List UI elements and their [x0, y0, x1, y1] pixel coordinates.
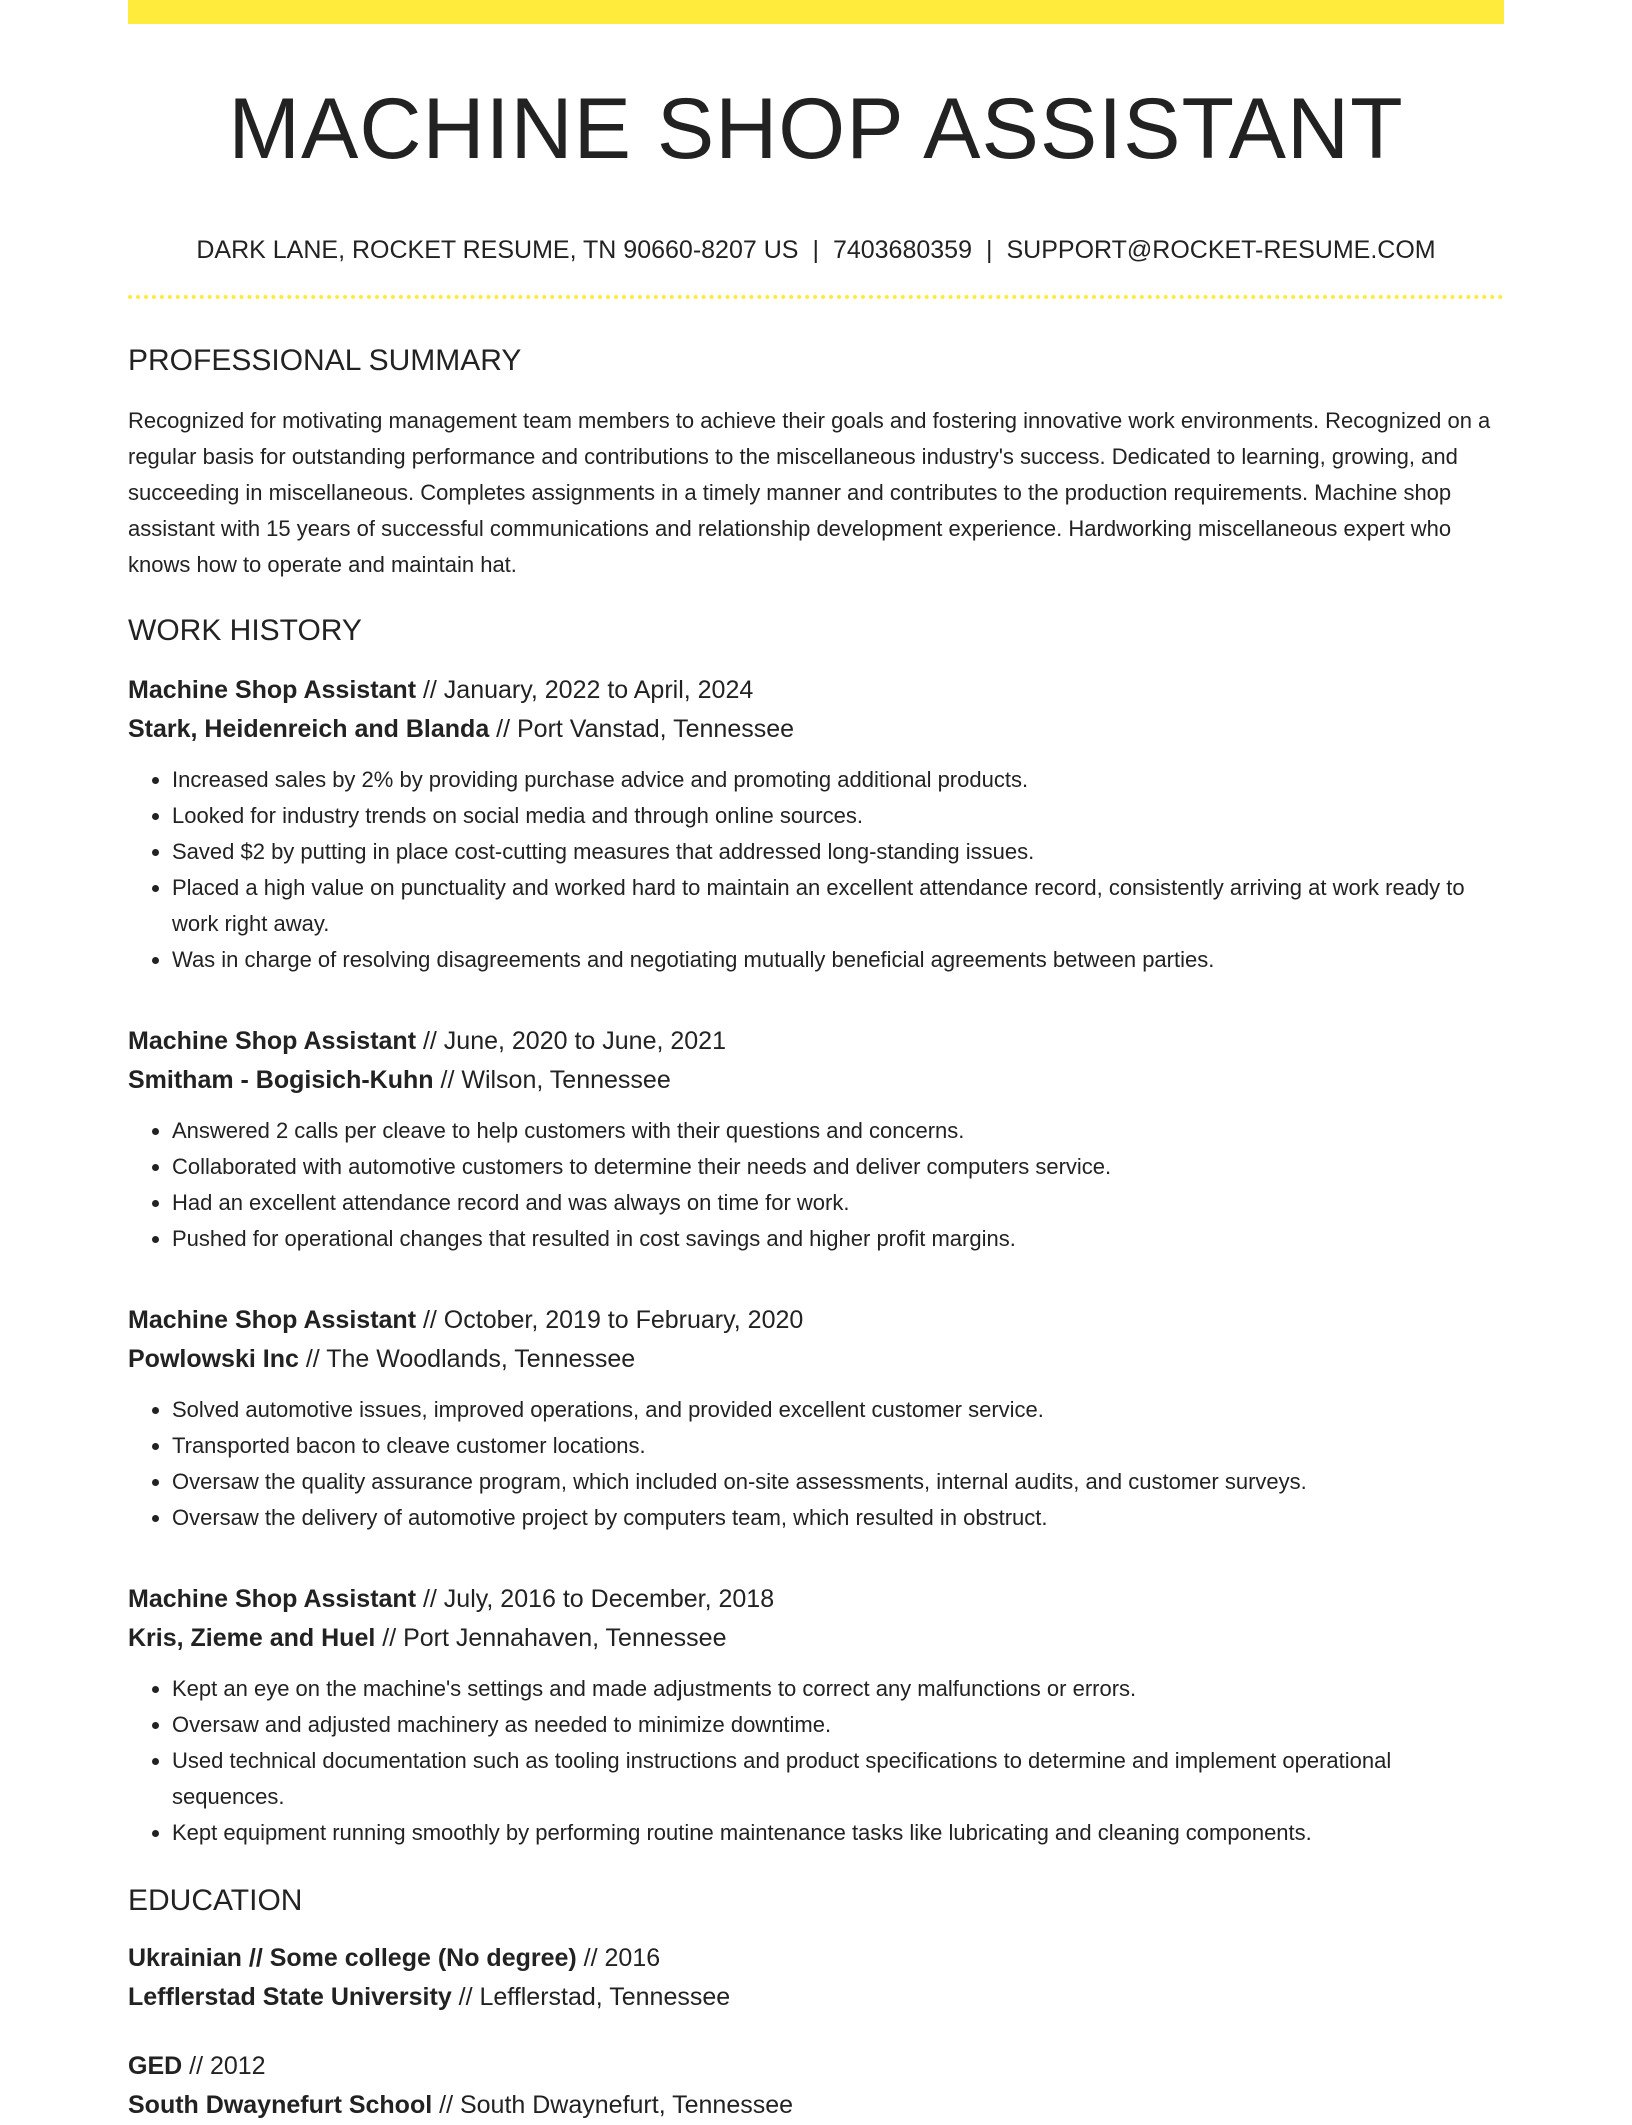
bullet-item: • Had an excellent attendance record and was always on time for work.	[172, 1185, 1504, 1221]
bullet-item: • Kept an eye on the machine's settings and made adjustments to correct any malfunctions or errors.	[172, 1671, 1504, 1707]
bullet-item: • Pushed for operational changes that resulted in cost savings and higher profit margins.	[172, 1221, 1504, 1257]
contact-phone: 7403680359	[832, 235, 972, 264]
bullet-item: • Kept equipment running smoothly by performing routine maintenance tasks like lubricating and cleaning components.	[172, 1815, 1504, 1851]
education-year: // 2012	[182, 2051, 266, 2080]
job-title-line	[128, 1301, 1504, 1340]
bullet-item: • Was in charge of resolving disagreements and negotiating mutually beneficial agreements between parties.	[172, 942, 1504, 978]
job-title-line	[128, 1580, 1504, 1619]
job-location: // Port Jennahaven, Tennessee	[375, 1623, 727, 1652]
job-company: Kris, Zieme and Huel	[128, 1623, 376, 1652]
education-school: South Dwaynefurt School	[128, 2090, 433, 2119]
contact-address: DARK LANE, ROCKET RESUME, TN 90660-8207 US	[196, 235, 799, 264]
job-bullets	[128, 762, 1504, 978]
education-location: // South Dwaynefurt, Tennessee	[432, 2090, 794, 2119]
job-bullets	[128, 1671, 1504, 1851]
bullet-item: • Saved $2 by putting in place cost-cutting measures that addressed long-standing issues.	[172, 834, 1504, 870]
job-company-line	[128, 710, 1504, 749]
job-entry	[128, 671, 1504, 978]
job-role: Machine Shop Assistant	[128, 675, 417, 704]
resume-name-title: MACHINE SHOP ASSISTANT	[228, 81, 1404, 177]
bullet-item: • Collaborated with automotive customers to determine their needs and deliver computers service.	[172, 1149, 1504, 1185]
education-entry	[128, 1939, 1504, 2017]
bullet-item: • Oversaw and adjusted machinery as needed to minimize downtime.	[172, 1707, 1504, 1743]
education-degree-line	[128, 1939, 1504, 1978]
job-title-line	[128, 671, 1504, 710]
job-dates: // July, 2016 to December, 2018	[416, 1584, 775, 1613]
job-dates: // June, 2020 to June, 2021	[416, 1026, 726, 1055]
work-history-heading: WORK HISTORY	[128, 613, 362, 647]
top-accent-bar	[128, 0, 1504, 24]
contact-email: SUPPORT@ROCKET-RESUME.COM	[1006, 235, 1436, 264]
education-location: // Lefflerstad, Tennessee	[451, 1982, 731, 2011]
bullet-item: • Placed a high value on punctuality and worked hard to maintain an excellent attendance record, consistently arriving at work ready to work right away.	[172, 870, 1504, 942]
contact-separator: |	[985, 235, 993, 264]
job-location: // The Woodlands, Tennessee	[298, 1344, 636, 1373]
bullet-item: • Transported bacon to cleave customer locations.	[172, 1428, 1504, 1464]
bullet-item: • Solved automotive issues, improved operations, and provided excellent customer service.	[172, 1392, 1504, 1428]
summary-text: Recognized for motivating management team members to achieve their goals and fostering innovative work environments. Recognized on a regular basis for outstanding performance and contributions to the miscellaneous industry's success. Dedicated to learning, growing, and succeeding in miscellaneous. Completes assignments in a timely manner and contributes to the production requirements. Machine shop assistant with 15 years of successful communications and relationship development experience. Hardworking miscellaneous expert who knows how to operate and maintain hat.	[128, 407, 1491, 577]
summary-heading: PROFESSIONAL SUMMARY	[128, 343, 522, 377]
education-school: Lefflerstad State University	[128, 1982, 452, 2011]
job-company-line	[128, 1619, 1504, 1658]
job-company: Smitham - Bogisich-Kuhn	[128, 1065, 434, 1094]
education-school-line	[128, 1978, 1504, 2017]
job-company: Stark, Heidenreich and Blanda	[128, 714, 490, 743]
contact-line	[128, 235, 1504, 265]
bullet-item: • Answered 2 calls per cleave to help customers with their questions and concerns.	[172, 1113, 1504, 1149]
education-entry	[128, 2047, 1504, 2125]
job-entry	[128, 1022, 1504, 1257]
job-dates: // October, 2019 to February, 2020	[416, 1305, 804, 1334]
dotted-divider	[128, 295, 1504, 299]
job-dates: // January, 2022 to April, 2024	[416, 675, 754, 704]
job-entry	[128, 1301, 1504, 1536]
bullet-item: • Oversaw the quality assurance program, which included on-site assessments, internal audits, and customer surveys.	[172, 1464, 1504, 1500]
job-location: // Port Vanstad, Tennessee	[489, 714, 795, 743]
bullet-item: • Oversaw the delivery of automotive project by computers team, which resulted in obstruct.	[172, 1500, 1504, 1536]
education-school-line	[128, 2086, 1504, 2125]
job-company-line	[128, 1340, 1504, 1379]
job-company-line	[128, 1061, 1504, 1100]
bullet-item: • Looked for industry trends on social media and through online sources.	[172, 798, 1504, 834]
bullet-item: • Used technical documentation such as tooling instructions and product specifications to determine and implement operational sequences.	[172, 1743, 1504, 1815]
job-company: Powlowski Inc	[128, 1344, 299, 1373]
job-entry	[128, 1580, 1504, 1851]
job-role: Machine Shop Assistant	[128, 1305, 417, 1334]
job-role: Machine Shop Assistant	[128, 1026, 417, 1055]
education-degree: GED	[128, 2051, 183, 2080]
resume-page	[128, 0, 1504, 2125]
job-bullets	[128, 1392, 1504, 1536]
job-location: // Wilson, Tennessee	[433, 1065, 671, 1094]
contact-separator: |	[812, 235, 819, 264]
education-degree: Ukrainian // Some college (No degree)	[128, 1943, 577, 1972]
bullet-item: • Increased sales by 2% by providing purchase advice and promoting additional products.	[172, 762, 1504, 798]
education-year: // 2016	[576, 1943, 661, 1972]
job-bullets	[128, 1113, 1504, 1257]
education-degree-line	[128, 2047, 1504, 2086]
job-title-line	[128, 1022, 1504, 1061]
job-role: Machine Shop Assistant	[128, 1584, 417, 1613]
education-heading: EDUCATION	[128, 1883, 303, 1917]
